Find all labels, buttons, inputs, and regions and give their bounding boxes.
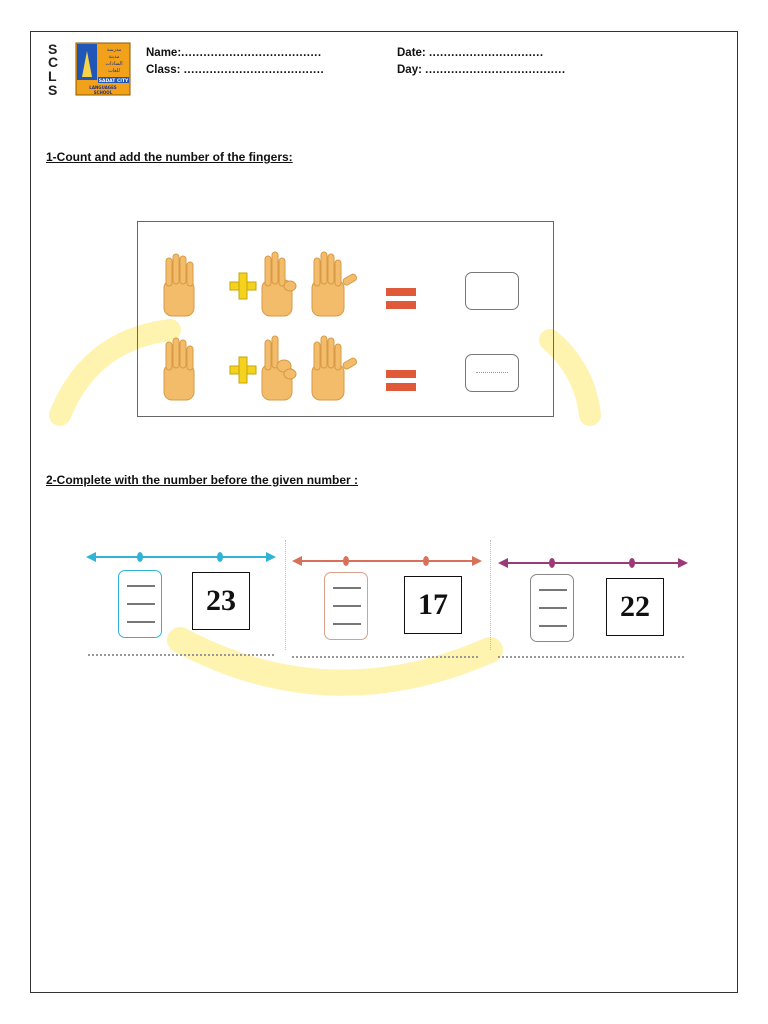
class-label: Class: (146, 64, 181, 76)
date-field[interactable] (397, 47, 544, 59)
dotted-underline (88, 654, 274, 656)
answer-box-2[interactable] (465, 354, 519, 392)
divider (285, 540, 286, 650)
logo-text-ar3: السادات (105, 61, 123, 67)
hand-icon (312, 252, 358, 316)
number-line-2 (292, 554, 482, 568)
answer-box-before-17[interactable] (324, 572, 368, 640)
class-field[interactable] (146, 64, 324, 76)
name-field[interactable] (146, 47, 322, 59)
answer-line (476, 372, 508, 373)
answer-line (333, 605, 361, 607)
logo-text-en2: LANGUAGES (89, 85, 117, 90)
logo-text-ar1: مدرسة (106, 47, 122, 53)
hand-icon (262, 252, 296, 316)
hand-icon (164, 338, 194, 400)
equals-icon (386, 288, 416, 310)
dotted-underline (292, 656, 478, 658)
answer-line (539, 625, 567, 627)
given-number-box: 17 (404, 576, 462, 634)
day-blank[interactable]: ...................................... (425, 64, 566, 76)
hand-icon (312, 336, 358, 400)
logo-letter-l: L (48, 68, 57, 84)
logo-text-en1: SADAT CITY (98, 79, 129, 84)
class-blank[interactable]: ...................................... (183, 64, 325, 76)
logo-letter-c: C (48, 54, 59, 70)
logo-letter-s2: S (48, 82, 58, 97)
number-line-1 (86, 550, 276, 564)
answer-line (539, 607, 567, 609)
equals-icon (386, 370, 416, 392)
answer-line (333, 587, 361, 589)
plus-icon (230, 357, 256, 383)
answer-line (539, 589, 567, 591)
given-number-box: 22 (606, 578, 664, 636)
logo-text-ar2: مدينة (108, 54, 120, 60)
day-field[interactable] (397, 64, 566, 76)
fingers-exercise-box (137, 221, 554, 417)
dotted-underline (498, 656, 684, 658)
given-number-box: 23 (192, 572, 250, 630)
fingers-row-2 (158, 334, 478, 404)
page-border (30, 31, 738, 993)
answer-box-before-23[interactable] (118, 570, 162, 638)
date-label: Date: (397, 47, 426, 59)
hand-icon (262, 336, 296, 400)
date-blank[interactable]: ............................... (428, 47, 544, 59)
logo-text-en3: SCHOOL (93, 90, 113, 95)
name-blank[interactable]: ...................................... (181, 47, 322, 59)
answer-line (127, 585, 155, 587)
name-label: Name: (146, 47, 182, 59)
logo-letter-s1: S (48, 41, 58, 57)
answer-line (127, 621, 155, 623)
day-label: Day: (397, 64, 422, 76)
divider (490, 540, 491, 650)
answer-box-before-22[interactable] (530, 574, 574, 642)
number-lines-strip (82, 536, 692, 666)
school-logo (46, 41, 132, 97)
answer-line (333, 623, 361, 625)
number-line-3 (498, 556, 688, 570)
question-2-title: 2-Complete with the number before the given number : (46, 473, 359, 487)
answer-line (127, 603, 155, 605)
answer-box-1[interactable] (465, 272, 519, 310)
fingers-row-1 (158, 250, 478, 320)
hand-icon (164, 254, 194, 316)
question-1-title: 1-Count and add the number of the fingers: (46, 150, 293, 164)
plus-icon (230, 273, 256, 299)
logo-text-ar4: للغات (108, 68, 120, 74)
